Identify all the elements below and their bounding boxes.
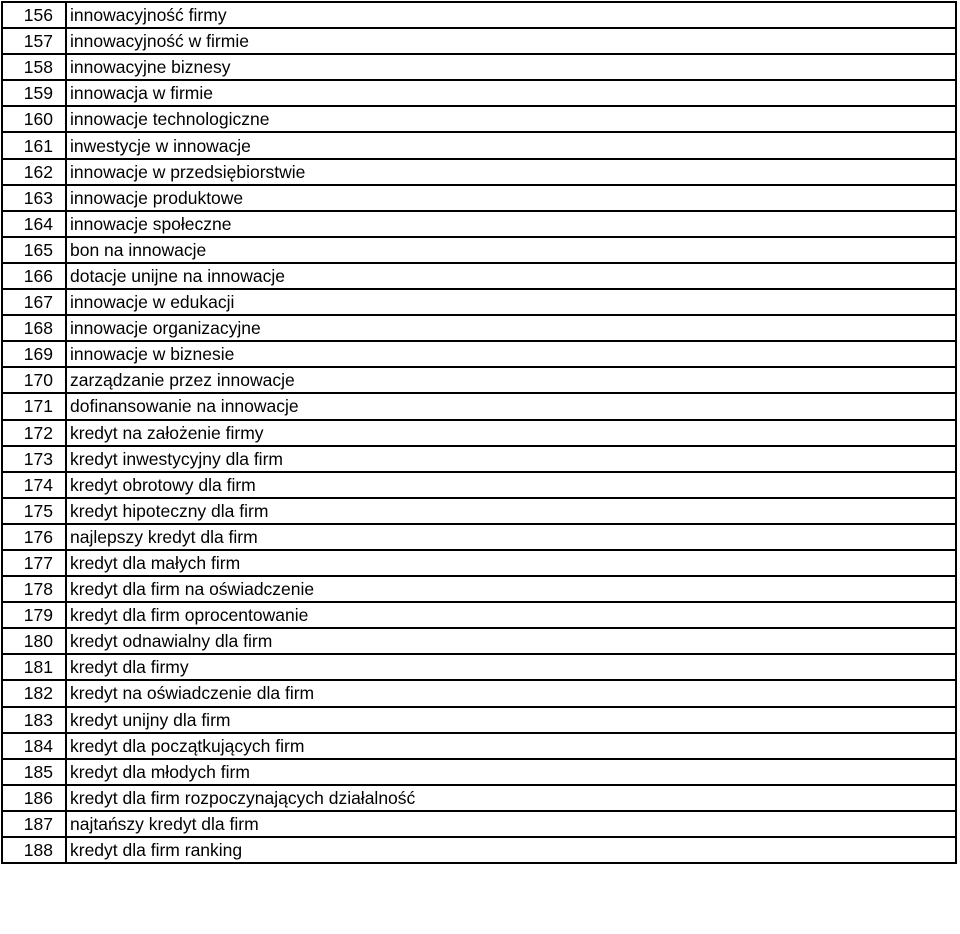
table-row <box>2 707 956 733</box>
keyword-cell: bon na innowacje <box>66 237 956 263</box>
keyword-cell: innowacyjność firmy <box>66 2 956 28</box>
table-row <box>2 185 956 211</box>
keyword-cell: kredyt dla firm rozpoczynających działalność <box>66 785 956 811</box>
row-number-cell: 165 <box>2 237 66 263</box>
keyword-cell: kredyt dla firm na oświadczenie <box>66 576 956 602</box>
keyword-table-body <box>2 2 956 863</box>
row-number-cell: 163 <box>2 185 66 211</box>
keyword-cell: kredyt na oświadczenie dla firm <box>66 680 956 706</box>
keyword-cell: kredyt dla młodych firm <box>66 759 956 785</box>
row-number-cell: 187 <box>2 811 66 837</box>
table-row <box>2 446 956 472</box>
row-number-cell: 159 <box>2 80 66 106</box>
keyword-cell: innowacyjność w firmie <box>66 28 956 54</box>
table-row <box>2 54 956 80</box>
keyword-cell: kredyt hipoteczny dla firm <box>66 498 956 524</box>
row-number-cell: 186 <box>2 785 66 811</box>
row-number-cell: 157 <box>2 28 66 54</box>
table-row <box>2 524 956 550</box>
row-number-cell: 161 <box>2 132 66 158</box>
table-row <box>2 420 956 446</box>
table-row <box>2 472 956 498</box>
row-number-cell: 171 <box>2 393 66 419</box>
keyword-table <box>1 1 957 864</box>
keyword-cell: innowacyjne biznesy <box>66 54 956 80</box>
table-row <box>2 837 956 863</box>
keyword-cell: kredyt dla firm oprocentowanie <box>66 602 956 628</box>
table-row <box>2 759 956 785</box>
keyword-cell: kredyt unijny dla firm <box>66 707 956 733</box>
row-number-cell: 178 <box>2 576 66 602</box>
table-row <box>2 106 956 132</box>
table-row <box>2 576 956 602</box>
keyword-cell: innowacje w przedsiębiorstwie <box>66 159 956 185</box>
keyword-cell: innowacje produktowe <box>66 185 956 211</box>
table-row <box>2 28 956 54</box>
keyword-cell: najtańszy kredyt dla firm <box>66 811 956 837</box>
keyword-cell: innowacja w firmie <box>66 80 956 106</box>
table-row <box>2 211 956 237</box>
row-number-cell: 173 <box>2 446 66 472</box>
keyword-cell: innowacje w edukacji <box>66 289 956 315</box>
row-number-cell: 172 <box>2 420 66 446</box>
row-number-cell: 170 <box>2 367 66 393</box>
keyword-cell: dotacje unijne na innowacje <box>66 263 956 289</box>
row-number-cell: 167 <box>2 289 66 315</box>
keyword-cell: kredyt dla firmy <box>66 654 956 680</box>
row-number-cell: 179 <box>2 602 66 628</box>
keyword-cell: kredyt inwestycyjny dla firm <box>66 446 956 472</box>
keyword-cell: kredyt na założenie firmy <box>66 420 956 446</box>
row-number-cell: 175 <box>2 498 66 524</box>
table-row <box>2 341 956 367</box>
row-number-cell: 184 <box>2 733 66 759</box>
row-number-cell: 188 <box>2 837 66 863</box>
table-row <box>2 654 956 680</box>
row-number-cell: 168 <box>2 315 66 341</box>
table-row <box>2 80 956 106</box>
table-row <box>2 289 956 315</box>
keyword-cell: innowacje organizacyjne <box>66 315 956 341</box>
table-row <box>2 132 956 158</box>
keyword-cell: innowacje w biznesie <box>66 341 956 367</box>
keyword-cell: kredyt dla firm ranking <box>66 837 956 863</box>
row-number-cell: 180 <box>2 628 66 654</box>
keyword-cell: kredyt odnawialny dla firm <box>66 628 956 654</box>
keyword-cell: kredyt dla początkujących firm <box>66 733 956 759</box>
row-number-cell: 156 <box>2 2 66 28</box>
table-row <box>2 393 956 419</box>
keyword-cell: innowacje społeczne <box>66 211 956 237</box>
row-number-cell: 164 <box>2 211 66 237</box>
row-number-cell: 169 <box>2 341 66 367</box>
row-number-cell: 174 <box>2 472 66 498</box>
table-row <box>2 315 956 341</box>
table-row <box>2 263 956 289</box>
table-row <box>2 498 956 524</box>
row-number-cell: 182 <box>2 680 66 706</box>
row-number-cell: 177 <box>2 550 66 576</box>
keyword-cell: dofinansowanie na innowacje <box>66 393 956 419</box>
row-number-cell: 183 <box>2 707 66 733</box>
table-row <box>2 367 956 393</box>
row-number-cell: 162 <box>2 159 66 185</box>
row-number-cell: 160 <box>2 106 66 132</box>
row-number-cell: 181 <box>2 654 66 680</box>
table-row <box>2 602 956 628</box>
keyword-cell: innowacje technologiczne <box>66 106 956 132</box>
keyword-cell: kredyt dla małych firm <box>66 550 956 576</box>
table-row <box>2 811 956 837</box>
keyword-cell: kredyt obrotowy dla firm <box>66 472 956 498</box>
row-number-cell: 158 <box>2 54 66 80</box>
table-row <box>2 733 956 759</box>
table-row <box>2 628 956 654</box>
table-row <box>2 680 956 706</box>
table-row <box>2 237 956 263</box>
row-number-cell: 176 <box>2 524 66 550</box>
row-number-cell: 185 <box>2 759 66 785</box>
table-row <box>2 159 956 185</box>
table-row <box>2 2 956 28</box>
keyword-cell: zarządzanie przez innowacje <box>66 367 956 393</box>
table-row <box>2 550 956 576</box>
keyword-cell: najlepszy kredyt dla firm <box>66 524 956 550</box>
table-row <box>2 785 956 811</box>
keyword-cell: inwestycje w innowacje <box>66 132 956 158</box>
row-number-cell: 166 <box>2 263 66 289</box>
